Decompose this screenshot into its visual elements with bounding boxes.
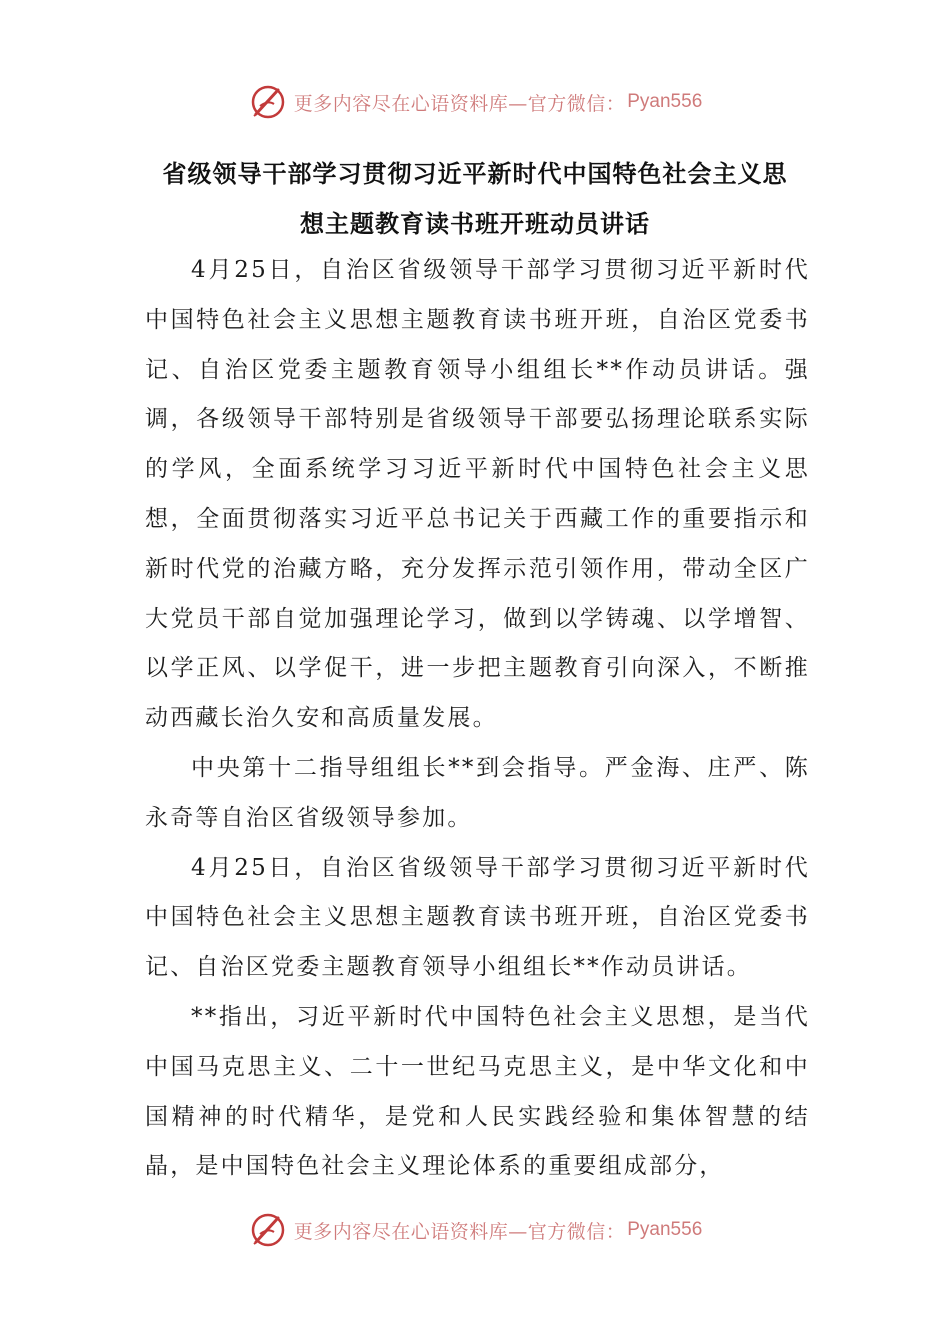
document-title-line-2: 想主题教育读书班开班动员讲话: [300, 210, 650, 238]
banner-text: 更多内容尽在心语资料库—官方微信：: [293, 92, 626, 115]
banner-wechat-id: Pyan556: [627, 91, 703, 112]
footer-banner-text: 更多内容尽在心语资料库—官方微信：: [293, 1220, 626, 1243]
pen-logo-icon: [248, 1210, 288, 1250]
document-body: [145, 246, 810, 1192]
footer-banner-wechat-id: Pyan556: [627, 1219, 703, 1240]
paragraph: 4月25日，自治区省级领导干部学习贯彻习近平新时代中国特色社会主义思想主题教育读书班开班，自治区党委书记、自治区党委主题教育领导小组组长**作动员讲话。强调，各级领导干部特别是省级领导干部要弘扬理论联系实际的学风，全面系统学习习近平新时代中国特色社会主义思想，全面贯彻落实习近平总书记关于西藏工作的重要指示和新时代党的治藏方略，充分发挥示范引领作用，带动全区广大党员干部自觉加强理论学习，做到以学铸魂、以学增智、以学正风、以学促干，进一步把主题教育引向深入，不断推动西藏长治久安和高质量发展。: [145, 257, 810, 732]
paragraph: 4月25日，自治区省级领导干部学习贯彻习近平新时代中国特色社会主义思想主题教育读书班开班，自治区党委书记、自治区党委主题教育领导小组组长**作动员讲话。: [145, 854, 810, 981]
paragraph: **指出，习近平新时代中国特色社会主义思想，是当代中国马克思主义、二十一世纪马克思主义，是中华文化和中国精神的时代精华，是党和人民实践经验和集体智慧的结晶，是中国特色社会主义理论体系的重要组成部分，: [145, 1003, 810, 1180]
footer-banner: [0, 1208, 950, 1252]
pen-logo-icon: [248, 82, 288, 122]
document-title-line-1: 省级领导干部学习贯彻习近平新时代中国特色社会主义思: [162, 160, 788, 188]
paragraph: 中央第十二指导组组长**到会指导。严金海、庄严、陈永奇等自治区省级领导参加。: [145, 754, 810, 831]
header-banner: [0, 80, 950, 124]
